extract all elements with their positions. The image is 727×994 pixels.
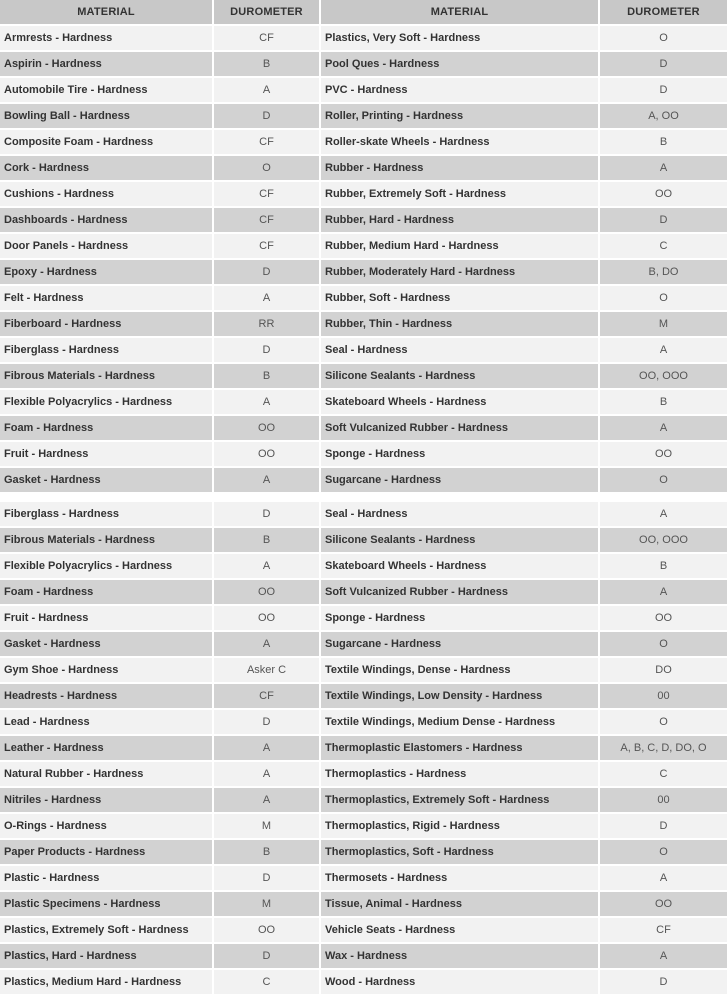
table-row — [0, 578, 727, 604]
material-cell-right: Pool Ques - Hardness — [321, 50, 600, 76]
durometer-cell-right: OO — [600, 440, 727, 466]
durometer-cell-left: B — [214, 50, 321, 76]
table-row — [0, 102, 727, 128]
table-row — [0, 232, 727, 258]
durometer-cell-left: CF — [214, 206, 321, 232]
durometer-cell-left: OO — [214, 414, 321, 440]
durometer-cell-left: C — [214, 968, 321, 994]
table-row — [0, 526, 727, 552]
table-row — [0, 362, 727, 388]
durometer-cell-left: CF — [214, 232, 321, 258]
material-cell-right: Skateboard Wheels - Hardness — [321, 388, 600, 414]
table-row — [0, 682, 727, 708]
table-row — [0, 50, 727, 76]
material-cell-left: Foam - Hardness — [0, 414, 214, 440]
material-cell-right: Thermosets - Hardness — [321, 864, 600, 890]
material-cell-left: Epoxy - Hardness — [0, 258, 214, 284]
table-row — [0, 708, 727, 734]
material-cell-left: Door Panels - Hardness — [0, 232, 214, 258]
durometer-cell-left: OO — [214, 604, 321, 630]
durometer-cell-right: B — [600, 388, 727, 414]
header-durometer-2: DUROMETER — [600, 0, 727, 24]
material-cell-left: Armrests - Hardness — [0, 24, 214, 50]
durometer-cell-left: D — [214, 102, 321, 128]
table-row — [0, 388, 727, 414]
durometer-cell-right: O — [600, 708, 727, 734]
material-cell-left: Flexible Polyacrylics - Hardness — [0, 552, 214, 578]
material-cell-right: Rubber, Medium Hard - Hardness — [321, 232, 600, 258]
material-cell-left: Plastics, Hard - Hardness — [0, 942, 214, 968]
durometer-cell-right: O — [600, 838, 727, 864]
durometer-cell-left: O — [214, 154, 321, 180]
table-row — [0, 206, 727, 232]
durometer-cell-left: A — [214, 630, 321, 656]
material-cell-left: Fiberboard - Hardness — [0, 310, 214, 336]
durometer-cell-right: CF — [600, 916, 727, 942]
durometer-cell-right: A — [600, 336, 727, 362]
material-cell-left: Leather - Hardness — [0, 734, 214, 760]
durometer-cell-right: O — [600, 284, 727, 310]
header-material-1: MATERIAL — [0, 0, 214, 24]
table-row — [0, 128, 727, 154]
durometer-cell-left: OO — [214, 578, 321, 604]
table-row — [0, 76, 727, 102]
durometer-cell-right: A — [600, 864, 727, 890]
durometer-cell-left: Asker C — [214, 656, 321, 682]
durometer-cell-right: A, OO — [600, 102, 727, 128]
table-row — [0, 786, 727, 812]
table-row — [0, 942, 727, 968]
material-cell-right: Thermoplastics, Rigid - Hardness — [321, 812, 600, 838]
durometer-cell-right: OO, OOO — [600, 362, 727, 388]
header-row — [0, 0, 727, 24]
durometer-cell-left: CF — [214, 180, 321, 206]
durometer-cell-right: A, B, C, D, DO, O — [600, 734, 727, 760]
material-cell-right: Wood - Hardness — [321, 968, 600, 994]
material-cell-right: Rubber, Soft - Hardness — [321, 284, 600, 310]
material-cell-right: Thermoplastics, Soft - Hardness — [321, 838, 600, 864]
material-cell-left: Composite Foam - Hardness — [0, 128, 214, 154]
material-cell-right: Vehicle Seats - Hardness — [321, 916, 600, 942]
durometer-cell-left: CF — [214, 682, 321, 708]
table-row — [0, 656, 727, 682]
durometer-cell-left: A — [214, 734, 321, 760]
material-cell-right: Rubber - Hardness — [321, 154, 600, 180]
durometer-cell-right: OO, OOO — [600, 526, 727, 552]
durometer-cell-right: D — [600, 206, 727, 232]
durometer-cell-left: OO — [214, 440, 321, 466]
durometer-cell-right: A — [600, 154, 727, 180]
material-cell-right: Rubber, Thin - Hardness — [321, 310, 600, 336]
durometer-cell-right: OO — [600, 180, 727, 206]
material-cell-right: Skateboard Wheels - Hardness — [321, 552, 600, 578]
durometer-cell-left: M — [214, 812, 321, 838]
durometer-cell-right: D — [600, 968, 727, 994]
table-row — [0, 180, 727, 206]
durometer-cell-left: B — [214, 526, 321, 552]
durometer-cell-left: A — [214, 284, 321, 310]
durometer-cell-left: RR — [214, 310, 321, 336]
header-material-2: MATERIAL — [321, 0, 600, 24]
table-row — [0, 414, 727, 440]
material-cell-right: Tissue, Animal - Hardness — [321, 890, 600, 916]
durometer-cell-right: B — [600, 552, 727, 578]
material-cell-left: Lead - Hardness — [0, 708, 214, 734]
durometer-cell-right: O — [600, 466, 727, 492]
material-cell-left: Foam - Hardness — [0, 578, 214, 604]
material-cell-left: Gasket - Hardness — [0, 466, 214, 492]
material-cell-right: Thermoplastics - Hardness — [321, 760, 600, 786]
material-cell-left: Cushions - Hardness — [0, 180, 214, 206]
material-cell-left: Nitriles - Hardness — [0, 786, 214, 812]
table-body — [0, 24, 727, 994]
durometer-cell-right: A — [600, 414, 727, 440]
material-cell-left: Cork - Hardness — [0, 154, 214, 180]
durometer-cell-left: D — [214, 492, 321, 526]
material-cell-right: Silicone Sealants - Hardness — [321, 526, 600, 552]
material-cell-right: Seal - Hardness — [321, 336, 600, 362]
table-row — [0, 310, 727, 336]
material-cell-left: Fruit - Hardness — [0, 440, 214, 466]
table-row — [0, 466, 727, 492]
durometer-cell-left: OO — [214, 916, 321, 942]
material-cell-right: Sugarcane - Hardness — [321, 466, 600, 492]
material-cell-right: Thermoplastics, Extremely Soft - Hardness — [321, 786, 600, 812]
table-row — [0, 440, 727, 466]
material-cell-left: Fiberglass - Hardness — [0, 336, 214, 362]
durometer-cell-right: DO — [600, 656, 727, 682]
material-cell-left: Felt - Hardness — [0, 284, 214, 310]
material-cell-right: Roller, Printing - Hardness — [321, 102, 600, 128]
material-cell-left: Fiberglass - Hardness — [0, 492, 214, 526]
material-cell-right: Rubber, Extremely Soft - Hardness — [321, 180, 600, 206]
material-cell-left: Gym Shoe - Hardness — [0, 656, 214, 682]
durometer-cell-right: O — [600, 630, 727, 656]
durometer-cell-right: 00 — [600, 786, 727, 812]
header-durometer-1: DUROMETER — [214, 0, 321, 24]
durometer-cell-right: D — [600, 812, 727, 838]
table-row — [0, 812, 727, 838]
material-cell-left: Paper Products - Hardness — [0, 838, 214, 864]
table-row — [0, 890, 727, 916]
table-row — [0, 734, 727, 760]
material-cell-right: Sponge - Hardness — [321, 604, 600, 630]
material-cell-left: Aspirin - Hardness — [0, 50, 214, 76]
table-row — [0, 336, 727, 362]
durometer-cell-right: M — [600, 310, 727, 336]
material-cell-right: Soft Vulcanized Rubber - Hardness — [321, 414, 600, 440]
durometer-cell-left: M — [214, 890, 321, 916]
material-cell-right: Thermoplastic Elastomers - Hardness — [321, 734, 600, 760]
table-row — [0, 24, 727, 50]
durometer-cell-left: D — [214, 258, 321, 284]
durometer-cell-right: 00 — [600, 682, 727, 708]
material-cell-right: Textile Windings, Dense - Hardness — [321, 656, 600, 682]
material-cell-right: Textile Windings, Low Density - Hardness — [321, 682, 600, 708]
material-cell-left: Gasket - Hardness — [0, 630, 214, 656]
material-cell-left: Plastic - Hardness — [0, 864, 214, 890]
material-cell-left: Fruit - Hardness — [0, 604, 214, 630]
material-cell-right: Plastics, Very Soft - Hardness — [321, 24, 600, 50]
durometer-cell-left: A — [214, 388, 321, 414]
material-cell-left: Fibrous Materials - Hardness — [0, 526, 214, 552]
material-cell-left: Plastics, Medium Hard - Hardness — [0, 968, 214, 994]
material-cell-left: Plastics, Extremely Soft - Hardness — [0, 916, 214, 942]
material-cell-right: Wax - Hardness — [321, 942, 600, 968]
durometer-cell-left: A — [214, 786, 321, 812]
table-row — [0, 154, 727, 180]
durometer-cell-right: B, DO — [600, 258, 727, 284]
table-row — [0, 760, 727, 786]
durometer-cell-right: A — [600, 578, 727, 604]
durometer-cell-left: CF — [214, 128, 321, 154]
material-cell-left: Automobile Tire - Hardness — [0, 76, 214, 102]
durometer-cell-right: B — [600, 128, 727, 154]
material-cell-left: Dashboards - Hardness — [0, 206, 214, 232]
material-cell-right: Silicone Sealants - Hardness — [321, 362, 600, 388]
material-cell-right: Rubber, Moderately Hard - Hardness — [321, 258, 600, 284]
table-row — [0, 258, 727, 284]
table-row — [0, 552, 727, 578]
durometer-cell-right: A — [600, 492, 727, 526]
durometer-cell-left: D — [214, 942, 321, 968]
material-cell-left: O-Rings - Hardness — [0, 812, 214, 838]
material-cell-right: Sugarcane - Hardness — [321, 630, 600, 656]
material-cell-right: PVC - Hardness — [321, 76, 600, 102]
durometer-cell-right: O — [600, 24, 727, 50]
table-row — [0, 284, 727, 310]
durometer-cell-right: D — [600, 76, 727, 102]
durometer-cell-left: D — [214, 708, 321, 734]
durometer-cell-left: A — [214, 466, 321, 492]
durometer-cell-left: CF — [214, 24, 321, 50]
material-cell-right: Soft Vulcanized Rubber - Hardness — [321, 578, 600, 604]
material-cell-left: Bowling Ball - Hardness — [0, 102, 214, 128]
table-row — [0, 864, 727, 890]
material-cell-left: Fibrous Materials - Hardness — [0, 362, 214, 388]
durometer-cell-left: D — [214, 336, 321, 362]
material-cell-left: Headrests - Hardness — [0, 682, 214, 708]
material-cell-right: Textile Windings, Medium Dense - Hardness — [321, 708, 600, 734]
table-row — [0, 968, 727, 994]
table-row — [0, 630, 727, 656]
durometer-cell-left: A — [214, 760, 321, 786]
table-row — [0, 604, 727, 630]
durometer-cell-right: OO — [600, 890, 727, 916]
material-cell-right: Rubber, Hard - Hardness — [321, 206, 600, 232]
durometer-cell-left: A — [214, 76, 321, 102]
durometer-cell-right: C — [600, 232, 727, 258]
material-cell-left: Plastic Specimens - Hardness — [0, 890, 214, 916]
table-row — [0, 916, 727, 942]
durometer-cell-left: D — [214, 864, 321, 890]
durometer-cell-left: B — [214, 362, 321, 388]
material-cell-left: Natural Rubber - Hardness — [0, 760, 214, 786]
material-cell-right: Seal - Hardness — [321, 492, 600, 526]
material-cell-right: Sponge - Hardness — [321, 440, 600, 466]
material-cell-right: Roller-skate Wheels - Hardness — [321, 128, 600, 154]
durometer-cell-left: A — [214, 552, 321, 578]
durometer-cell-right: D — [600, 50, 727, 76]
durometer-cell-right: OO — [600, 604, 727, 630]
table-row — [0, 838, 727, 864]
durometer-cell-right: C — [600, 760, 727, 786]
table-row — [0, 492, 727, 526]
durometer-cell-left: B — [214, 838, 321, 864]
durometer-cell-right: A — [600, 942, 727, 968]
material-cell-left: Flexible Polyacrylics - Hardness — [0, 388, 214, 414]
